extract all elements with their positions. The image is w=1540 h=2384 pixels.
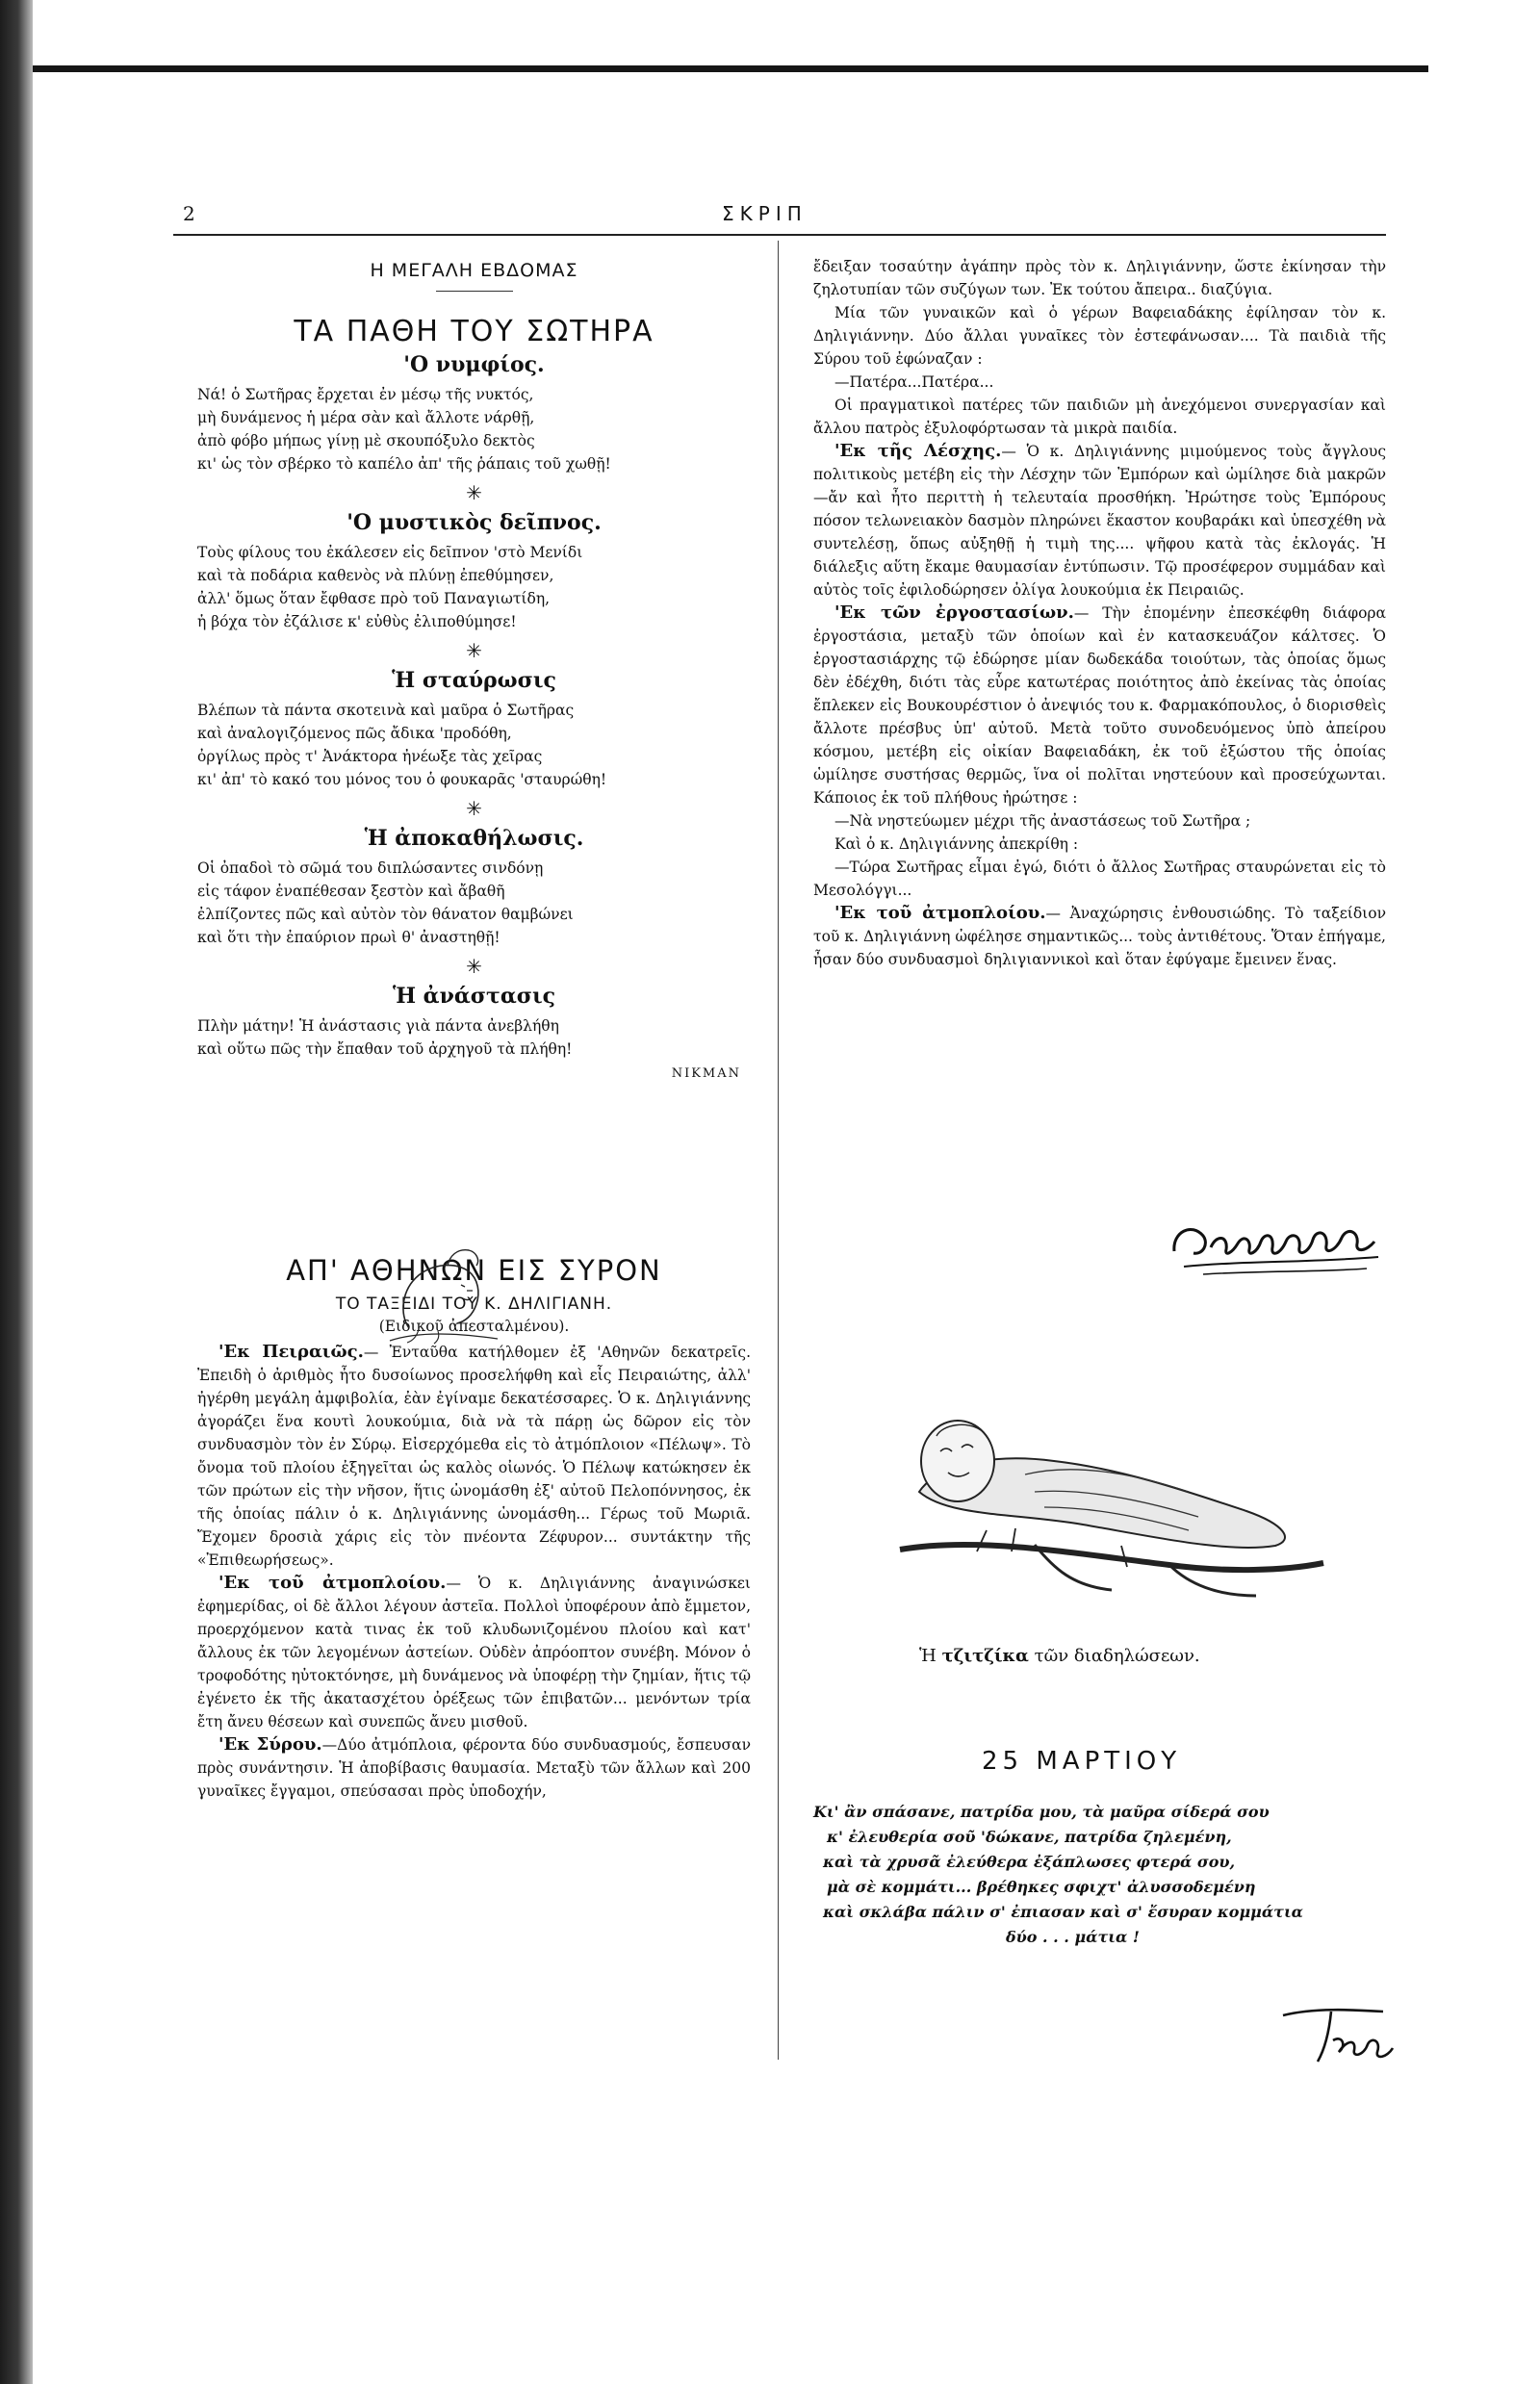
poem-line: δύο . . . μάτια ! — [1006, 1928, 1140, 1946]
poem-line: ὀργίλως πρὸς τ' Ἀνάκτορα ἠνέωξε τὰς χεῖρας — [197, 748, 543, 765]
poem-line: εἰς τάφον ἐναπέθεσαν ξεστὸν καὶ ἄβαθῆ — [197, 883, 505, 900]
page-number: 2 — [183, 202, 195, 225]
poem-section-5 — [197, 1014, 751, 1061]
paragraph-text: — Ὁ κ. Δηλιγιάννης μιμούμενος τοὺς ἄγγλους πολιτικοὺς μετέβη εἰς τὴν Λέσχην τῶν Ἐμπόρων καὶ ὡμίλησε διὰ μακρῶν—ἄν καὶ ἦτο περιττὴ ἡ τελευταία προσθήκη. Ἠρώτησε τοὺς Ἐμπόρους πόσον τελωνειακὸν δασμὸν πληρώνει ἕκαστον κουβαράκι καὶ ὑπεσχέθη νὰ συντελέσῃ, ὅπως αὐξηθῇ ἡ τιμὴ της.... ψῆφου κατὰ τὰς ἐκλογάς. Ἡ διάλεξις αὕτη ἔκαμε θαυμασίαν ἐντύπωσιν. Τῷ προσέφερον συμμάδαν καὶ αὐτὸς τοῖς ἐφιλοδώρησεν ὀλίγα λουκούμια ἐκ Πειραιῶς. — [813, 443, 1387, 599]
cicada-caricature-illustration — [881, 1347, 1333, 1607]
sketch-spacer — [197, 1081, 751, 1254]
poem-line: Βλέπων τὰ πάντα σκοτεινὰ καὶ μαῦρα ὁ Σωτῆρας — [197, 702, 575, 719]
article-byline: (Ειδικοῦ ἀπεσταλμένου). — [378, 1318, 570, 1335]
poem-line: ἀλλ' ὅμως ὅταν ἔφθασε πρὸ τοῦ Παναγιωτίδη, — [197, 590, 551, 607]
article-paragraph-piraeus — [197, 1341, 751, 1572]
dateline: 'Εκ Σύρου. — [218, 1734, 322, 1755]
article-continuation: ἔδειξαν τοσαύτην ἀγάπην πρὸς τὸν κ. Δηλιγιάννην, ὥστε ἐκίνησαν τὴν ζηλοτυπίαν τῶν συζύγων των. Ἐκ τούτου ἄπειρα.. διαζύγια. — [813, 258, 1386, 298]
poem-line: Κι' ἂν σπάσανε, πατρίδα μου, τὰ μαῦρα σίδερά σου — [813, 1803, 1270, 1821]
paragraph-text: — Ὁ κ. Δηλιγιάννης ἀναγινώσκει ἐφημερίδας, οἱ δὲ ἄλλοι λέγουν ἀστεῖα. Πολλοὶ ὑποφέρουν ἀπὸ ἔμμετον, προερχόμενον κατὰ τινας ἐκ τοῦ κλυδωνιζομένου πλοίου καὶ κατ' ἄλλους ἐκ τῶν λεγομένων ἀστείων. Οὐδὲν ἀπρόοπτον συνέβη. Μόνον ὁ τροφοδότης ηὐτοκτόνησε, μὴ δυνάμενος νὰ ὑποφέρῃ τὴν ζημίαν, ἥτις τῷ ἐγένετο ἐκ τῆς ἀκατασχέτου ὀρέξεως τῶν ἐπιβατῶν... μενόντων τρία ἔτη ἄνευ θέσεων καὶ συνεπῶς ἄνευ μισθοῦ. — [197, 1575, 752, 1730]
kicker-rule — [436, 291, 513, 292]
dateline: 'Εκ τοῦ ἀτμοπλοίου. — [218, 1573, 447, 1593]
march-poem — [813, 1800, 1352, 1950]
caption-prefix: Ἡ — [919, 1646, 942, 1666]
poem-line: κ' ἐλευθερία σοῦ 'δώκανε, πατρίδα ζηλεμένη, — [827, 1828, 1232, 1846]
star-separator: ✳ — [466, 797, 482, 820]
star-separator: ✳ — [466, 481, 482, 504]
paragraph-text: — Ἀναχώρησις ἐνθουσιώδης. Τὸ ταξείδιον τοῦ κ. Δηλιγιάννη ὠφέλησε σημαντικῶς... τοὺς ἀντιθέτους. Ὅταν ἐπήγαμε, ἦσαν δύο συνδυασμοὶ δηλιγιαννικοὶ καὶ ὅταν ἐφύγαμε ἔμεινεν ἕνας. — [813, 905, 1386, 968]
poem-section-title-3: Ἡ σταύρωσις — [392, 668, 556, 693]
caption-suffix: τῶν διαδηλώσεων. — [1028, 1646, 1200, 1666]
article-paragraph-club — [813, 440, 1386, 602]
article-paragraph-factories — [813, 602, 1386, 809]
poem-line: καὶ ὅτι τὴν ἐπαύριον πρωὶ θ' ἀναστηθῇ! — [197, 929, 500, 946]
article-paragraph-departure — [813, 902, 1386, 971]
poem-line: Τοὺς φίλους του ἐκάλεσεν εἰς δεῖπνον 'στὸ Μενίδι — [197, 544, 583, 561]
section-kicker: Η ΜΕΓΑΛΗ ΕΒΔΟΜΑΣ — [370, 260, 578, 281]
handwritten-signature — [1165, 1193, 1386, 1285]
article-paragraph: —Νὰ νηστεύωμεν μέχρι τῆς ἀναστάσεως τοῦ Σωτῆρα ; — [834, 812, 1251, 830]
poem-section-3 — [197, 699, 751, 791]
article-paragraph-syros — [197, 1733, 751, 1803]
article-paragraph: Μία τῶν γυναικῶν καὶ ὁ γέρων Βαφειαδάκης ἐφίλησαν τὸν κ. Δηλιγιάννην. Δύο ἄλλαι γυναῖκες τὸν ἐστεφάνωσαν.... Τὰ παιδιὰ τῆς Σύρου τοῦ ἐφώναζαν : — [813, 304, 1386, 368]
poem-line: καὶ τὰ χρυσᾶ ἐλεύθερα ἐξάπλωσες φτερά σου, — [823, 1853, 1236, 1871]
paragraph-text: — Ἐνταῦθα κατήλθομεν ἐξ 'Αθηνῶν δεκατρεῖς. Ἐπειδὴ ὁ ἀριθμὸς ἦτο δυσοίωνος προσελήφθη καὶ εἷς Πειραιώτης, ἀλλ' ἠγέρθη μεγάλη ἀμφιβολία, ἐὰν ἐγίναμε δεκατέσσαρες. Ὁ κ. Δηλιγιάννης ἀγοράζει ἕνα κουτὶ λουκούμια, διὰ νὰ τὰ πάρῃ ὡς δῶρον εἰς τὸν συνδυασμὸν τὸν ἐν Σύρῳ. Εἰσερχόμεθα εἰς τὸ ἀτμόπλοιον «Πέλωψ». Τὸ ὄνομα τοῦ πλοίου ἐξηγεῖται ὡς καλὸς οἰωνός. Ὁ Πέλωψ κατώκησεν ἐκ τῶν πρώτων εἰς τὴν νῆσον, ἥτις ὠνομάσθη ἐξ' αὐτοῦ Πελοπόννησος, ἐκ τῆς ὁποίας πάλιν ὁ κ. Δηλιγιάννης ὡνομάσθη... Γέρως τοῦ Μωριᾶ. Ἔχομεν δροσιὰ χάρις εἰς τὸν πνέοντα Ζέφυρον... συντάκτην τῆς «Ἐπιθεωρήσεως». — [197, 1344, 751, 1569]
poem-section-4 — [197, 857, 751, 949]
poem-line: μὴ δυνάμενος ἡ μέρα σὰν καὶ ἄλλοτε νάρθῇ, — [197, 409, 535, 426]
poem-line: καὶ σκλάβα πάλιν σ' ἐπιασαν καὶ σ' ἔσυραν κομμάτια — [823, 1903, 1303, 1921]
scan-dark-edge — [0, 0, 33, 2384]
dateline: 'Εκ τῶν ἐργοστασίων. — [834, 602, 1074, 623]
caption-bold-word: τζιτζίκα — [941, 1646, 1029, 1666]
article-paragraph-steamer — [197, 1572, 751, 1733]
poem-line: ἡ βόχα τὸν ἐζάλισε κ' εὐθὺς ἐλιποθύμησε! — [197, 613, 517, 630]
article-paragraph: —Τώρα Σωτῆρας εἶμαι ἐγώ, διότι ὁ ἄλλος Σωτῆρας σταυρώνεται εἰς τὸ Μεσολόγγι... — [813, 859, 1386, 899]
poem-line: καὶ οὕτω πῶς τὴν ἔπαθαν τοῦ ἀρχηγοῦ τὰ πλήθη! — [197, 1040, 573, 1058]
paragraph-text: —Δύο ἀτμόπλοια, φέροντα δύο συνδυασμούς, ἔσπευσαν πρὸς συνάντησιν. Ἡ ἀποβίβασις θαυμασία. Μεταξὺ τῶν ἄλλων καὶ 200 γυναῖκες ἔγγαμοι, σπεύσασαι πρὸς ὑποδοχήν, — [197, 1736, 751, 1800]
poem-line: ἀπὸ φόβο μήπως γίνῃ μὲ σκουπόξυλο δεκτὸς — [197, 432, 535, 449]
poem-section-title-1: 'Ο νυμφίος. — [403, 352, 545, 377]
dateline: 'Εκ τῆς Λέσχης. — [834, 441, 1002, 461]
right-column — [813, 255, 1386, 971]
poem-section-2 — [197, 541, 751, 633]
column-divider — [778, 241, 779, 2060]
article-subtitle: ΤΟ ΤΑΞΕΙΔΙ ΤΟΥ Κ. ΔΗΛΙΓΙΑΝΗ. — [335, 1295, 613, 1314]
poem-line: ἐλπίζοντες πῶς καὶ αὐτὸν τὸν θάνατον θαμβώνει — [197, 906, 574, 923]
newspaper-name: ΣΚΡΙΠ — [722, 202, 808, 225]
star-separator: ✳ — [466, 639, 482, 662]
poem-line: μὰ σὲ κομμάτι... βρέθηκες σφιχτ' ἀλυσσοδεμένη — [827, 1878, 1256, 1896]
poem-signature: ΝΙΚΜΑΝ — [671, 1066, 741, 1081]
poem-line: Νά! ὁ Σωτῆρας ἔρχεται ἐν μέσῳ τῆς νυκτός, — [197, 386, 534, 403]
article-paragraph: —Πατέρα...Πατέρα... — [834, 373, 994, 391]
dateline: 'Εκ Πειραιῶς. — [218, 1342, 364, 1362]
left-column — [197, 260, 751, 1803]
article-paragraph: Καὶ ὁ κ. Δηλιγιάννης ἀπεκρίθη : — [834, 835, 1079, 853]
article-title: ΑΠ' ΑΘΗΝΩΝ ΕΙΣ ΣΥΡΟΝ — [286, 1254, 662, 1287]
cicada-caption — [919, 1646, 1304, 1666]
poem-line: κι' ὡς τὸν σβέρκο τὸ καπέλο ἀπ' τῆς ῥάπαις τοῦ χωθῇ! — [197, 455, 611, 473]
paragraph-text: — Τὴν ἐπομένην ἐπεσκέφθη διάφορα ἐργοστάσια, μεταξὺ τῶν ὁποίων καὶ ἐν κατασκευάζον κάλτσες. Ὁ ἐργοστασιάρχης τῷ ἐδώρησε μίαν δωδεκάδα τοιούτων, τὰς ὁποίας ὅμως δὲν ἐδέχθη, διότι τὰς εὗρε κατωτέρας ποιότητος ἀπὸ ἐκείνας τὰς ὁποίας ἔπλεκεν εἰς Βουκουρέστιον ὁ ἀνεψιός του κ. Φαρμακόπουλος, ὁ διορισθεὶς ἄλλοτε πρέσβυς ὑπ' αὐτοῦ. Μετὰ τοῦτο συνοδευόμενος ὑπὸ ἀπείρου κόσμου, μετέβη εἰς οἰκίαν Βαφειαδάκη, ἐκ τοῦ ἐξώστου τῆς ὁποίας ὡμίλησε συστήσας θερμῶς, ἵνα οἱ πολῖται νηστεύουν καὶ προσεύχωνται. Κάποιος ἐκ τοῦ πλήθους ἠρώτησε : — [813, 604, 1386, 807]
poem-line: καὶ τὰ ποδάρια καθενὸς νὰ πλύνῃ ἐπεθύμησεν, — [197, 567, 554, 584]
scan-top-bar — [33, 65, 1428, 72]
poem-line: καὶ ἀναλογιζόμενος πῶς ἄδικα 'προδόθη, — [197, 725, 512, 742]
poem-line: Πλὴν μάτην! Ἡ ἀνάστασις γιὰ πάντα ἀνεβλήθη — [197, 1017, 559, 1035]
poem-line: κι' ἀπ' τὸ κακό του μόνος του ὁ φουκαρᾶς 'σταυρώθη! — [197, 771, 607, 788]
poem-section-title-4: Ἡ ἀποκαθήλωσις. — [364, 826, 584, 851]
march-poem-signature — [1275, 2002, 1400, 2069]
head-sketch-illustration — [380, 1237, 505, 1347]
march-poem-title: 25 ΜΑΡΤΙΟΥ — [982, 1747, 1182, 1776]
star-separator: ✳ — [466, 955, 482, 978]
article-paragraph: Οἱ πραγματικοὶ πατέρες τῶν παιδιῶν μὴ ἀνεχόμενοι συνεργασίαν καὶ ἄλλου πατρὸς ἐξυλοφόρτωσαν τὰ μικρὰ παιδία. — [813, 397, 1386, 437]
header-rule — [173, 234, 1386, 236]
page-header — [183, 198, 1386, 229]
dateline: 'Εκ τοῦ ἀτμοπλοίου. — [834, 903, 1046, 923]
poem-headline: ΤΑ ΠΑΘΗ ΤΟΥ ΣΩΤΗΡΑ — [294, 315, 654, 348]
poem-section-title-2: 'Ο μυστικὸς δεῖπνος. — [346, 510, 602, 535]
poem-line: Οἱ ὀπαδοὶ τὸ σῶμά του διπλώσαντες σινδόνῃ — [197, 859, 544, 877]
poem-section-title-5: Ἡ ἀνάστασις — [392, 984, 556, 1009]
poem-section-1 — [197, 383, 751, 475]
